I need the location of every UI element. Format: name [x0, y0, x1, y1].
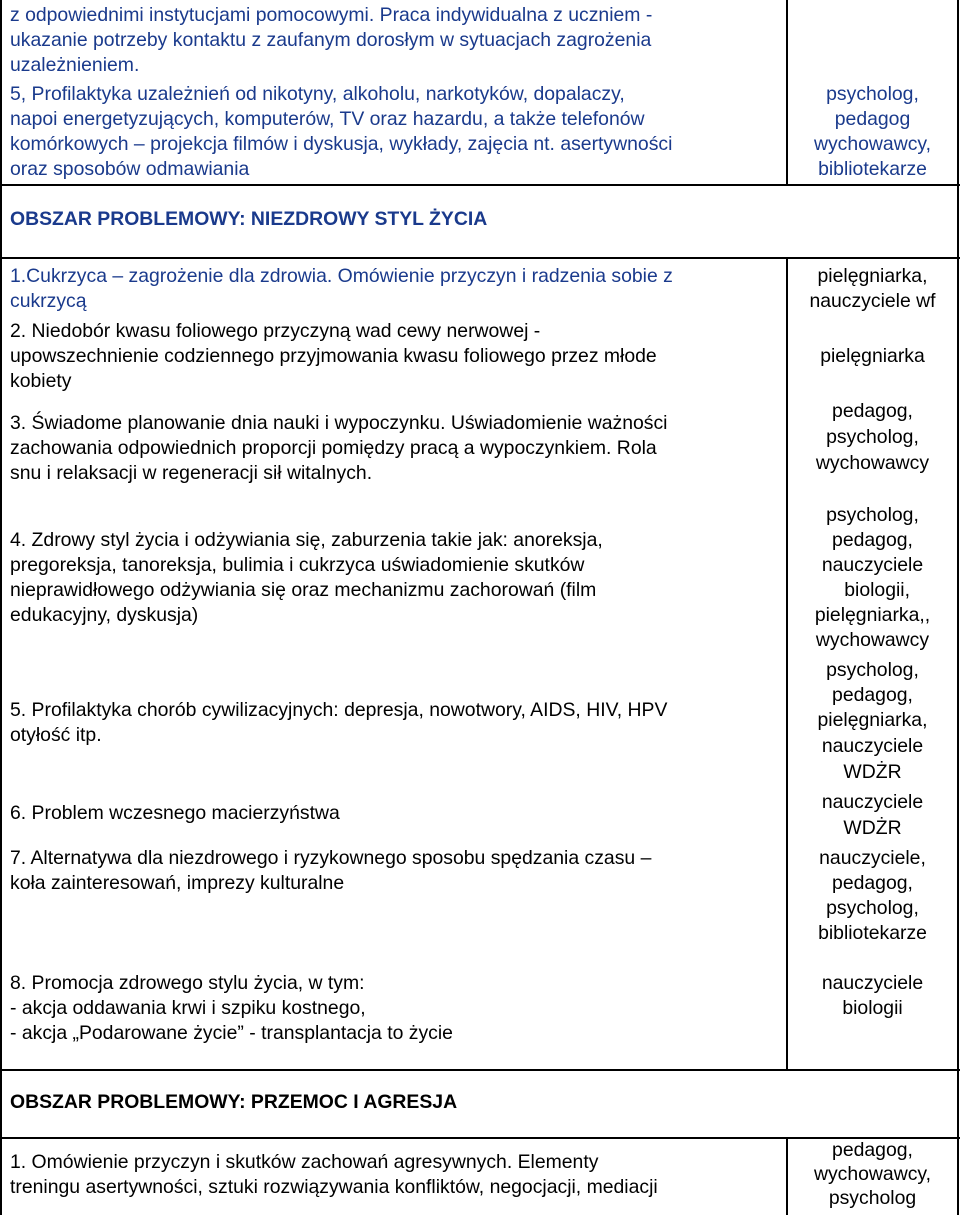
section-heading: OBSZAR PROBLEMOWY: PRZEMOC I AGRESJA [10, 1091, 458, 1113]
item-text-line: 8. Promocja zdrowego stylu życia, w tym: [10, 972, 365, 994]
row-text-line: napoi energetyzujących, komputerów, TV oraz hazardu, a także telefonów [10, 108, 645, 130]
item-text-line: - akcja „Podarowane życie” - transplantacja to życie [10, 1022, 453, 1044]
row-text-line: 5, Profilaktyka uzależnień od nikotyny, alkoholu, narkotyków, dopalaczy, [10, 83, 625, 105]
row-divider [0, 257, 960, 259]
item-text-line: 4. Zdrowy styl życia i odżywiania się, zaburzenia takie jak: anoreksja, [10, 529, 603, 551]
responsible-person: psycholog, [826, 83, 919, 105]
item-text-line: edukacyjny, dyskusja) [10, 604, 199, 626]
item-text-line: 7. Alternatywa dla niezdrowego i ryzykownego sposobu spędzania czasu – [10, 847, 652, 869]
column-divider [786, 0, 788, 184]
column-divider [786, 258, 788, 1070]
responsible-person: psycholog [828, 1187, 917, 1209]
responsible-person: pedagog, [832, 684, 913, 706]
row-divider [0, 1069, 960, 1071]
item-text-line: pregoreksja, tanoreksja, bulimia i cukrzyca uświadomienie skutków [10, 554, 585, 576]
responsible-person: bibliotekarze [818, 922, 927, 944]
responsible-person: pielęgniarka, [817, 265, 928, 287]
item-text-line: 1. Omówienie przyczyn i skutków zachowań agresywnych. Elementy [10, 1151, 599, 1173]
responsible-person: pielęgniarka, [817, 709, 928, 731]
item-text-line: kobiety [10, 370, 72, 392]
row-text-line: z odpowiednimi instytucjami pomocowymi. Praca indywidualna z uczniem - [10, 4, 653, 26]
row-text-line: ukazanie potrzeby kontaktu z zaufanym dorosłym w sytuacjach zagrożenia [10, 29, 652, 51]
responsible-person: wychowawcy, [813, 1163, 932, 1185]
responsible-person: biologii, [844, 579, 910, 601]
responsible-person: pedagog, [832, 1139, 913, 1161]
responsible-person: pedagog, [832, 529, 913, 551]
responsible-person: pedagog, [832, 400, 913, 422]
responsible-person: wychowawcy, [813, 133, 932, 155]
item-text-line: 6. Problem wczesnego macierzyństwa [10, 802, 340, 824]
responsible-person: nauczyciele [821, 735, 924, 757]
responsible-person: nauczyciele [821, 554, 924, 576]
table-border-right [957, 0, 959, 1215]
responsible-person: psycholog, [826, 504, 919, 526]
responsible-person: biologii [842, 997, 903, 1019]
responsible-person: pedagog, [832, 872, 913, 894]
item-text-line: snu i relaksacji w regeneracji sił witalnych. [10, 462, 373, 484]
responsible-person: WDŻR [843, 761, 902, 783]
responsible-person: WDŻR [843, 817, 902, 839]
responsible-person: wychowawcy [815, 629, 930, 651]
responsible-person: pielęgniarka,, [814, 604, 931, 626]
responsible-person: pielęgniarka [820, 345, 925, 367]
item-text-line: cukrzycą [10, 290, 87, 312]
item-text-line: 5. Profilaktyka chorób cywilizacyjnych: depresja, nowotwory, AIDS, HIV, HPV [10, 699, 668, 721]
responsible-person: psycholog, [826, 659, 919, 681]
responsible-person: nauczyciele wf [809, 290, 936, 312]
item-text-line: 3. Świadome planowanie dnia nauki i wypoczynku. Uświadomienie ważności [10, 412, 668, 434]
table-border-left [0, 0, 2, 1215]
item-text-line: nieprawidłowego odżywiania się oraz mechanizmu zachorowań (film [10, 579, 597, 601]
item-text-line: otyłość itp. [10, 724, 102, 746]
item-text-line: 2. Niedobór kwasu foliowego przyczyną wad cewy nerwowej - [10, 320, 541, 342]
item-text-line: koła zainteresowań, imprezy kulturalne [10, 872, 345, 894]
column-divider [786, 1138, 788, 1215]
item-text-line: treningu asertywności, sztuki rozwiązywania konfliktów, negocjacji, mediacji [10, 1176, 658, 1198]
row-text-line: oraz sposobów odmawiania [10, 158, 250, 180]
section-heading: OBSZAR PROBLEMOWY: NIEZDROWY STYL ŻYCIA [10, 208, 488, 230]
responsible-person: pedagog [834, 108, 911, 130]
item-text-line: zachowania odpowiednich proporcji pomiędzy pracą a wypoczynkiem. Rola [10, 437, 657, 459]
row-text-line: komórkowych – projekcja filmów i dyskusja, wykłady, zajęcia nt. asertywności [10, 133, 673, 155]
item-text-line: upowszechnienie codziennego przyjmowania kwasu foliowego przez młode [10, 345, 657, 367]
responsible-person: psycholog, [826, 426, 919, 448]
responsible-person: nauczyciele [821, 972, 924, 994]
item-text-line: - akcja oddawania krwi i szpiku kostnego, [10, 997, 366, 1019]
row-divider [0, 184, 960, 186]
responsible-person: wychowawcy [815, 452, 930, 474]
responsible-person: nauczyciele [821, 791, 924, 813]
responsible-person: nauczyciele, [819, 847, 926, 869]
responsible-person: psycholog, [826, 897, 919, 919]
responsible-person: bibliotekarze [818, 158, 927, 180]
row-text-line: uzależnieniem. [10, 54, 140, 76]
item-text-line: 1.Cukrzyca – zagrożenie dla zdrowia. Omówienie przyczyn i radzenia sobie z [10, 265, 673, 287]
